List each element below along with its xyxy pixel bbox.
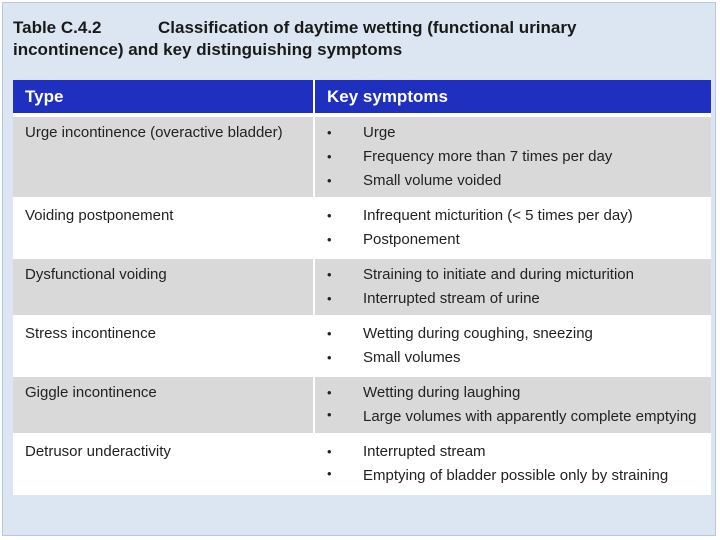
symptom-list (327, 318, 699, 374)
caption-line-2: incontinence) and key distinguishing symptoms (13, 40, 403, 59)
header-key-symptoms: Key symptoms (314, 80, 711, 115)
symptom-item: • Large volumes with apparently complete emptying (327, 405, 699, 429)
symptom-list (327, 259, 699, 315)
classification-table (13, 80, 711, 495)
symptom-item: • Interrupted stream of urine (327, 287, 699, 311)
type-cell: Detrusor underactivity (13, 435, 314, 494)
table-row (13, 115, 711, 199)
symptom-list (327, 117, 699, 197)
header-row (13, 80, 711, 115)
symptom-item: • Frequency more than 7 times per day (327, 145, 699, 169)
type-cell: Giggle incontinence (13, 376, 314, 435)
symptom-item: • Small volumes (327, 346, 699, 370)
table-row (13, 435, 711, 494)
symptom-item: • Wetting during coughing, sneezing (327, 322, 699, 346)
symptoms-cell (314, 115, 711, 199)
symptom-list (327, 436, 699, 492)
type-cell: Stress incontinence (13, 317, 314, 376)
header-type: Type (13, 80, 314, 115)
symptom-item: • Infrequent micturition (< 5 times per day) (327, 204, 699, 228)
type-cell: Urge incontinence (overactive bladder) (13, 115, 314, 199)
table-row (13, 258, 711, 317)
symptoms-cell (314, 258, 711, 317)
symptom-list (327, 377, 699, 433)
caption-line-1: Classification of daytime wetting (functional urinary (158, 18, 577, 37)
symptom-item: • Urge (327, 121, 699, 145)
type-cell: Voiding postponement (13, 199, 314, 258)
symptoms-cell (314, 317, 711, 376)
symptom-item: • Postponement (327, 228, 699, 252)
symptom-item: • Emptying of bladder possible only by straining (327, 464, 699, 488)
symptom-item: • Straining to initiate and during micturition (327, 263, 699, 287)
symptoms-cell (314, 199, 711, 258)
symptom-item: • Wetting during laughing (327, 381, 699, 405)
table-number: Table C.4.2 (13, 18, 102, 37)
table-row (13, 317, 711, 376)
table-figure (2, 2, 716, 536)
symptom-item: • Small volume voided (327, 169, 699, 193)
table-row (13, 199, 711, 258)
table-row (13, 376, 711, 435)
symptom-list (327, 200, 699, 256)
symptoms-cell (314, 376, 711, 435)
symptom-item: • Interrupted stream (327, 440, 699, 464)
type-cell: Dysfunctional voiding (13, 258, 314, 317)
table-caption (13, 17, 713, 61)
symptoms-cell (314, 435, 711, 494)
